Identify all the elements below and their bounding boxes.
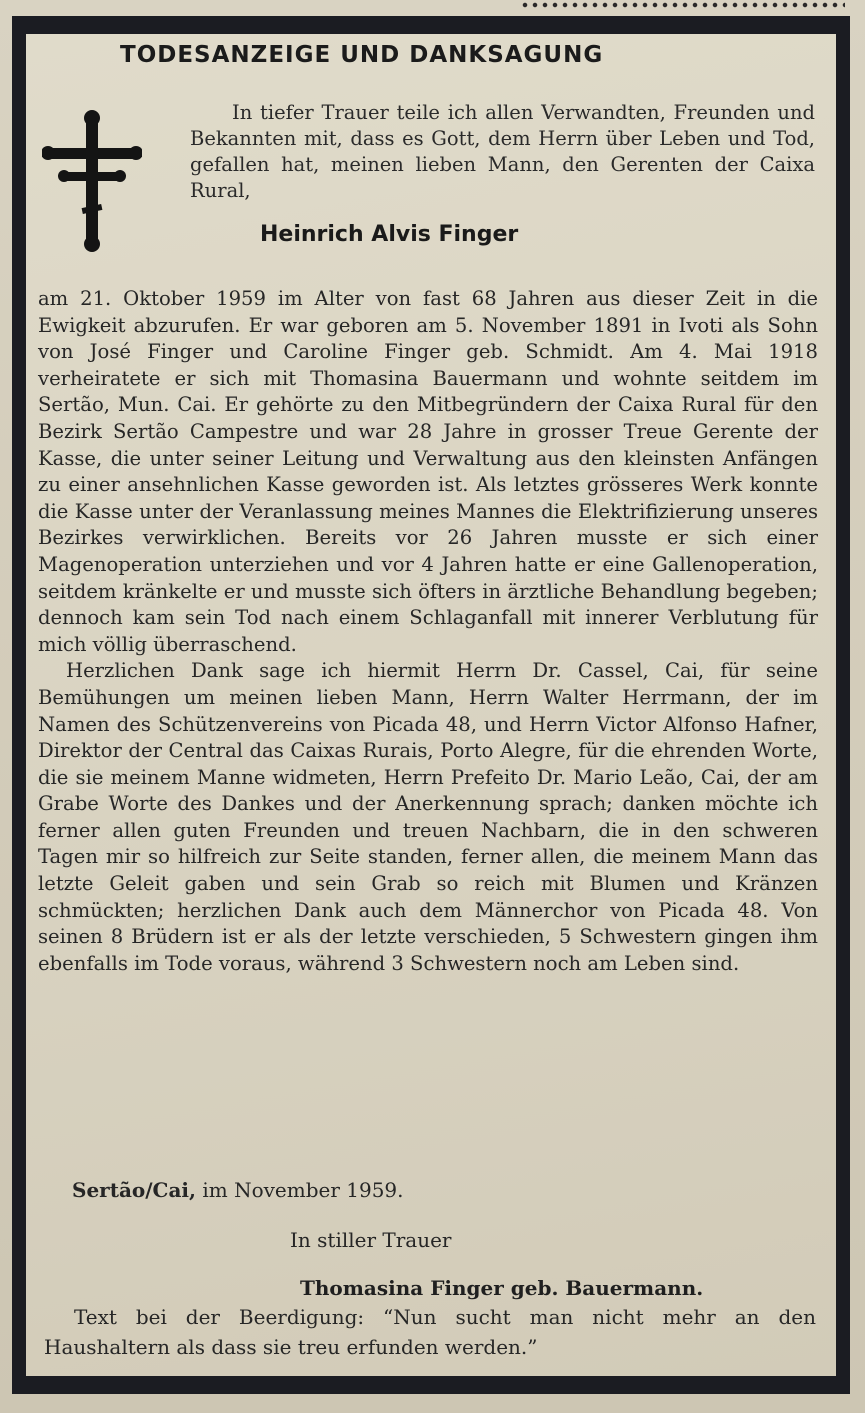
- place-name: Sertão/Cai,: [72, 1178, 196, 1202]
- scripture-text: [44, 1302, 816, 1362]
- intro-text: In tiefer Trauer teile ich allen Verwandten, Freunden und Bekannten mit, dass es Gott, dem Herrn über Leben und Tod, gefallen hat, meinen lieben Mann, den Gerenten der Caixa Rural,: [190, 101, 815, 202]
- dotted-rule: [520, 0, 845, 10]
- scripture-quote: Text bei der Beerdigung: “Nun sucht man nicht mehr an den Haushaltern als dass sie treu erfunden werden.”: [44, 1305, 816, 1359]
- notice-date: im November 1959.: [202, 1178, 404, 1202]
- notice-title: TODESANZEIGE UND DANKSAGUNG: [120, 42, 604, 68]
- thanks-paragraph: Herzlichen Dank sage ich hiermit Herrn Dr. Cassel, Cai, für seine Bemühungen um meinen lieben Mann, Herrn Walter Herrmann, der im Namen des Schützenvereins von Picada 48, und Herrn Victor Alfonso Hafner, Direktor der Central das Caixas Rurais, Porto Alegre, für die ehrenden Worte, die sie meinem Manne widmeten, Herrn Prefeito Dr. Mario Leão, Cai, der am Grabe Worte des Dankes und der Anerkennung sprach; danken möchte ich ferner allen guten Freunden und treuen Nachbarn, die in den schweren Tagen mir so hilfreich zur Seite standen, ferner allen, die meinem Mann das letzte Geleit gaben und sein Grab so reich mit Blumen und Kränzen schmückten; herzlichen Dank auch dem Männerchor von Picada 48. Von seinen 8 Brüdern ist er als der letzte verschieden, 5 Schwestern gingen ihm ebenfalls im Tode voraus, während 3 Schwestern noch am Leben sind.: [38, 659, 818, 975]
- signer-name: Thomasina Finger geb. Bauermann.: [300, 1276, 704, 1300]
- closing-line: In stiller Trauer: [290, 1228, 452, 1252]
- place-date-line: [72, 1178, 572, 1202]
- intro-paragraph: [190, 100, 815, 204]
- notice-body: [38, 286, 818, 977]
- deceased-name: Heinrich Alvis Finger: [260, 222, 519, 247]
- biography-paragraph: am 21. Oktober 1959 im Alter von fast 68 Jahren aus dieser Zeit in die Ewigkeit abzurufen. Er war geboren am 5. November 1891 in Ivoti als Sohn von José Finger und Caroline Finger geb. Schmidt. Am 4. Mai 1918 verheiratete er sich mit Thomasina Bauermann und wohnte seitdem im Sertão, Mun. Cai. Er gehörte zu den Mitbegründern der Caixa Rural für den Bezirk Sertão Campestre und war 28 Jahre in grosser Treue Gerente der Kasse, die unter seiner Leitung und Verwaltung aus den kleinsten Anfängen zu einer ansehnlichen Kasse geworden ist. Als letztes grösseres Werk konnte die Kasse unter der Veranlassung meines Mannes die Elektrifizierung unseres Bezirkes verwirklichen. Bereits vor 26 Jahren musste er sich einer Magenoperation unterziehen und vor 4 Jahren hatte er eine Gallenoperation, seitdem kränkelte er und musste sich öfters in ärztliche Behandlung begeben; dennoch kam sein Tod nach einem Schlaganfall mit innerer Verblutung für mich völlig überraschend.: [38, 287, 818, 656]
- orthodox-cross-icon: [42, 110, 142, 252]
